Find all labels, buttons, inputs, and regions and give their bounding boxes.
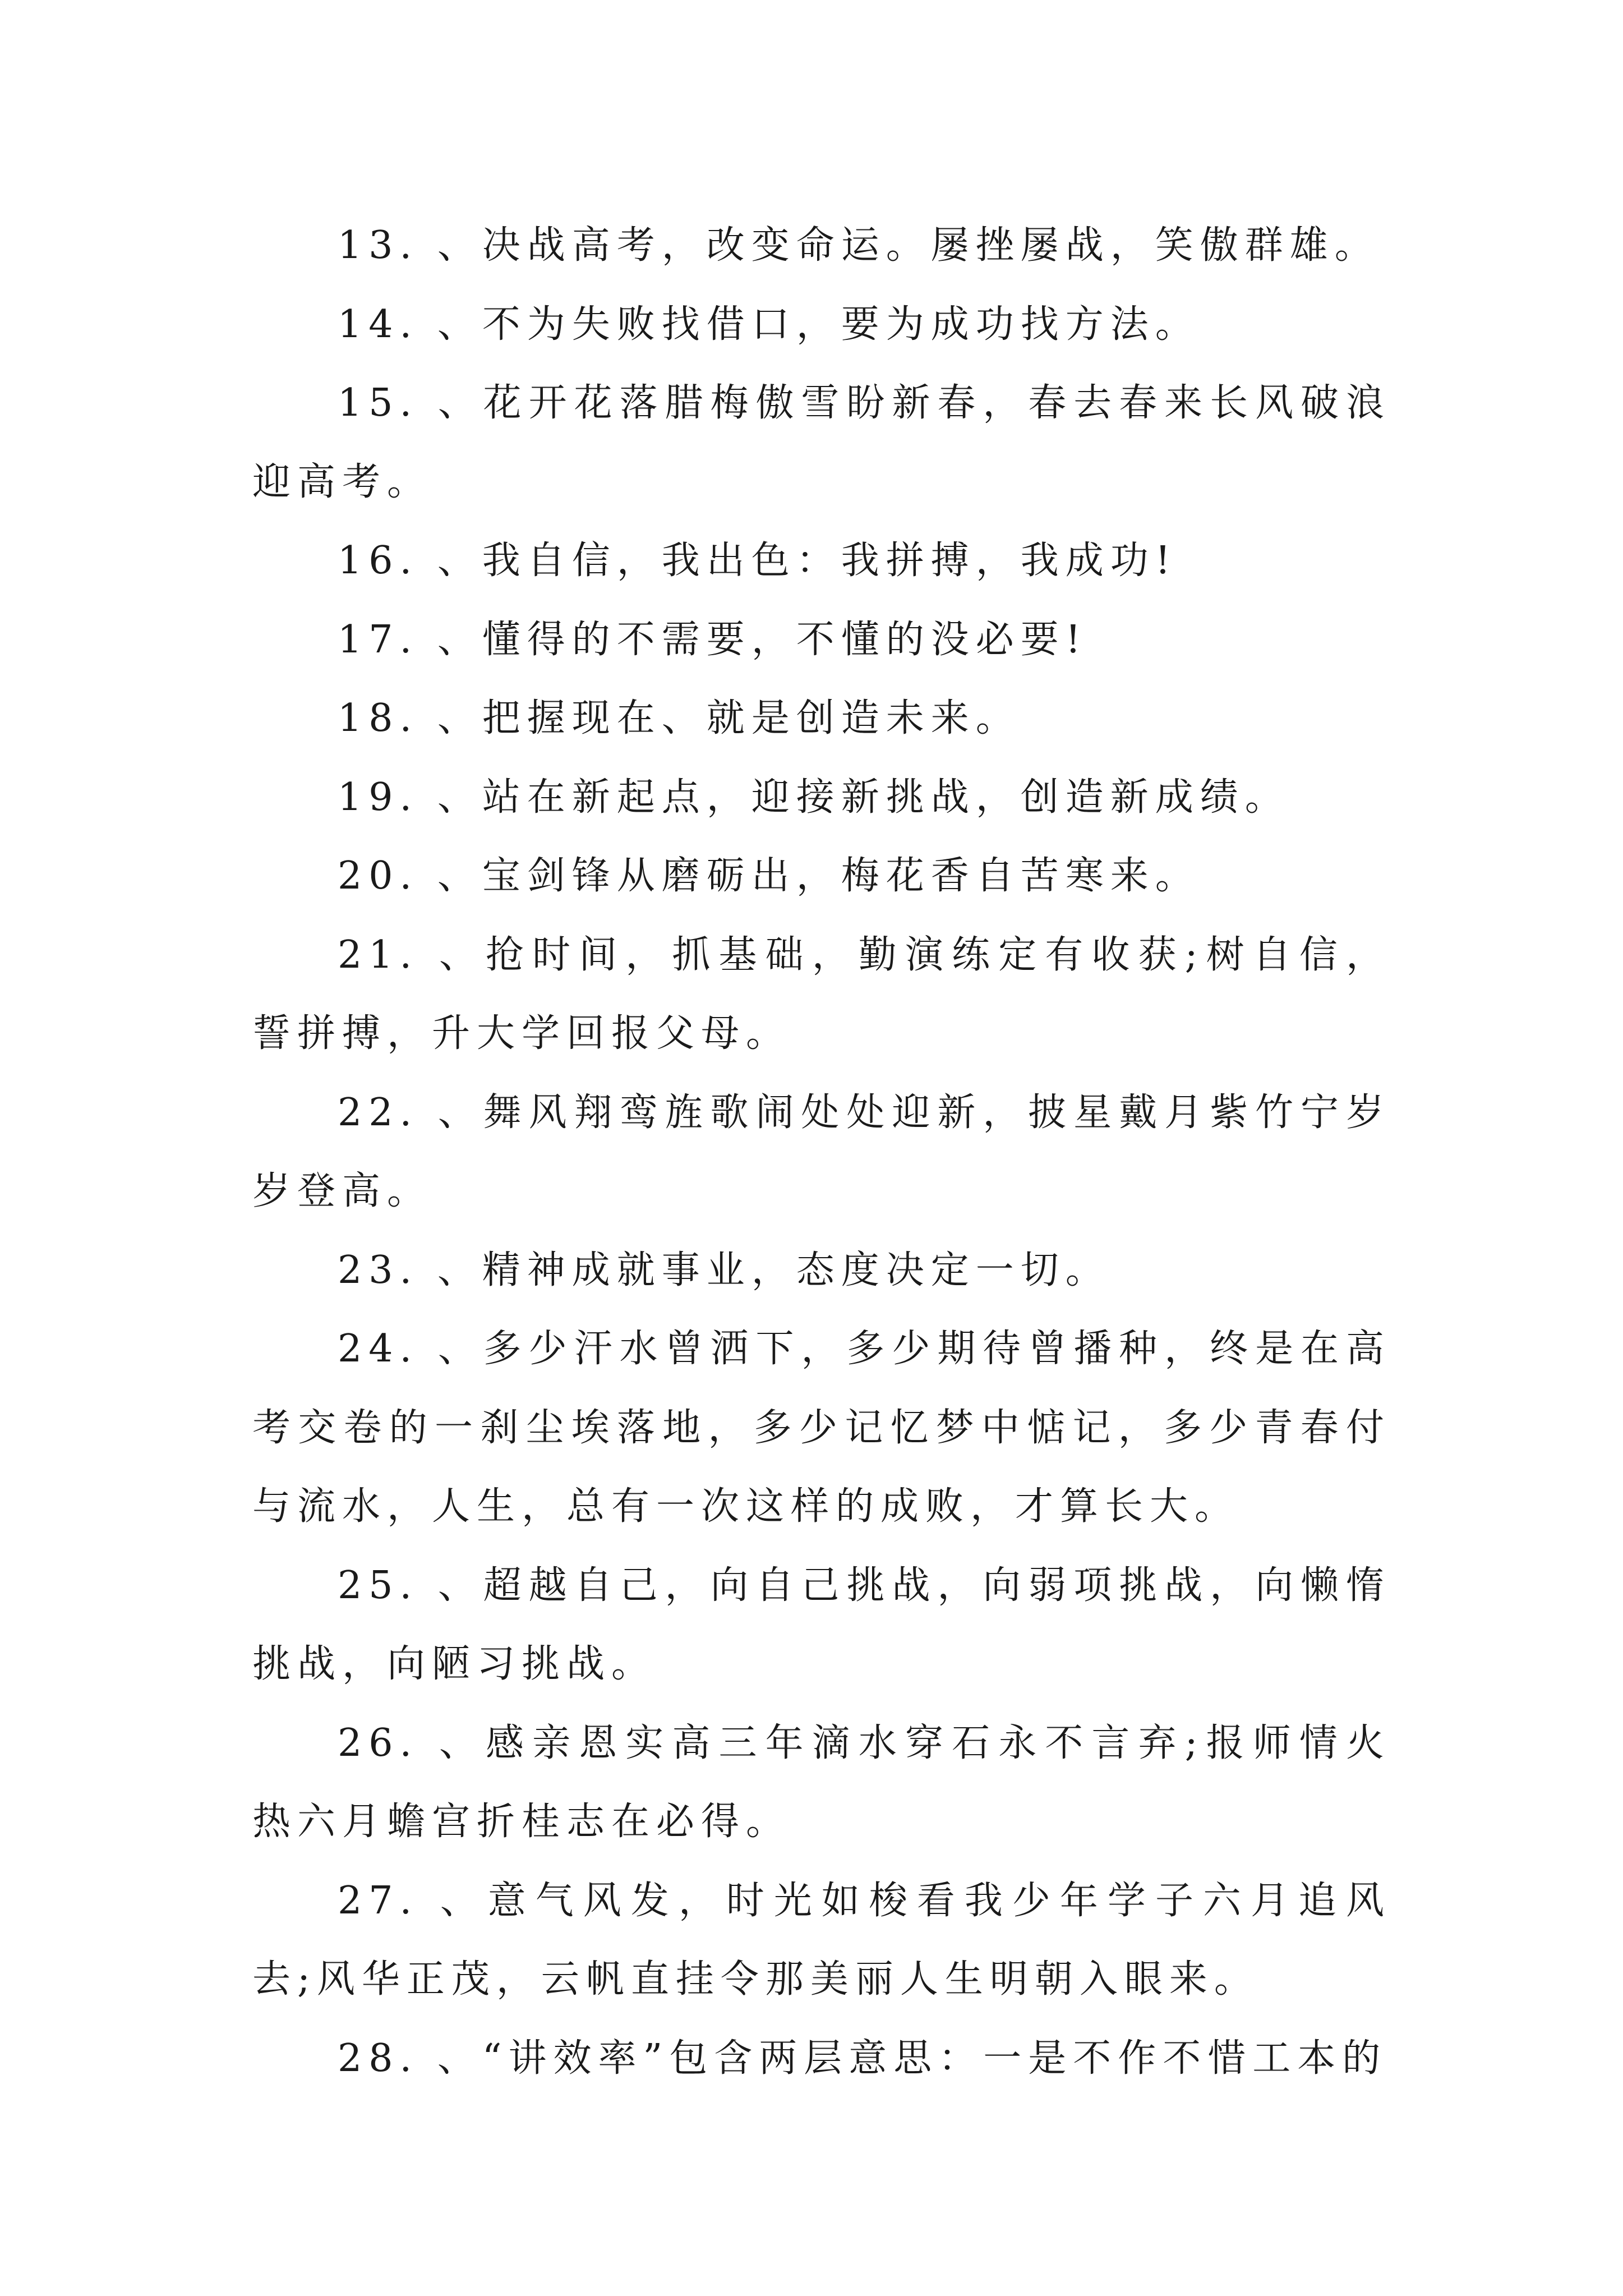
list-item: 13. 、决战高考，改变命运。屡挫屡战，笑傲群雄。 bbox=[338, 223, 1380, 268]
list-item: 25. 、超越自己，向自己挑战，向弱项挑战，向懒惰挑战，向陋习挑战。 bbox=[252, 1563, 1391, 1686]
list-item: 23. 、精神成就事业，态度决定一切。 bbox=[338, 1248, 1110, 1292]
text-body bbox=[252, 206, 1391, 2098]
list-item: 26. 、感亲恩实高三年滴水穿石永不言弃;报师情火热六月蟾宫折桂志在必得。 bbox=[252, 1720, 1391, 1844]
list-item: 24. 、多少汗水曾洒下，多少期待曾播种，终是在高考交卷的一刹尘埃落地，多少记忆梦中惦记，多少青春付与流水，人生，总有一次这样的成败，才算长大。 bbox=[252, 1327, 1391, 1529]
list-item: 20. 、宝剑锋从磨砺出，梅花香自苦寒来。 bbox=[338, 854, 1200, 898]
list-item: 22. 、舞风翔鸾旌歌闹处处迎新，披星戴月紫竹宁岁岁登高。 bbox=[252, 1090, 1391, 1213]
list-item: 27. 、意气风发，时光如梭看我少年学子六月追风去;风华正茂，云帆直挂令那美丽人生明朝入眼来。 bbox=[252, 1878, 1391, 2001]
list-item: 21. 、抢时间，抓基础，勤演练定有收获;树自信，誓拼搏，升大学回报父母。 bbox=[252, 932, 1391, 1056]
list-item: 15. 、花开花落腊梅傲雪盼新春，春去春来长风破浪迎高考。 bbox=[252, 381, 1391, 504]
list-item: 14. 、不为失败找借口，要为成功找方法。 bbox=[338, 302, 1200, 347]
list-item: 17. 、懂得的不需要，不懂的没必要! bbox=[338, 617, 1088, 662]
list-item: 16. 、我自信，我出色：我拼搏，我成功! bbox=[338, 539, 1178, 583]
list-item: 19. 、站在新起点，迎接新挑战，创造新成绩。 bbox=[338, 775, 1290, 820]
list-item: 28. 、“讲效率”包含两层意思：一是不作不惜工本的 bbox=[338, 2036, 1387, 2081]
list-item: 18. 、把握现在、就是创造未来。 bbox=[338, 696, 1021, 740]
